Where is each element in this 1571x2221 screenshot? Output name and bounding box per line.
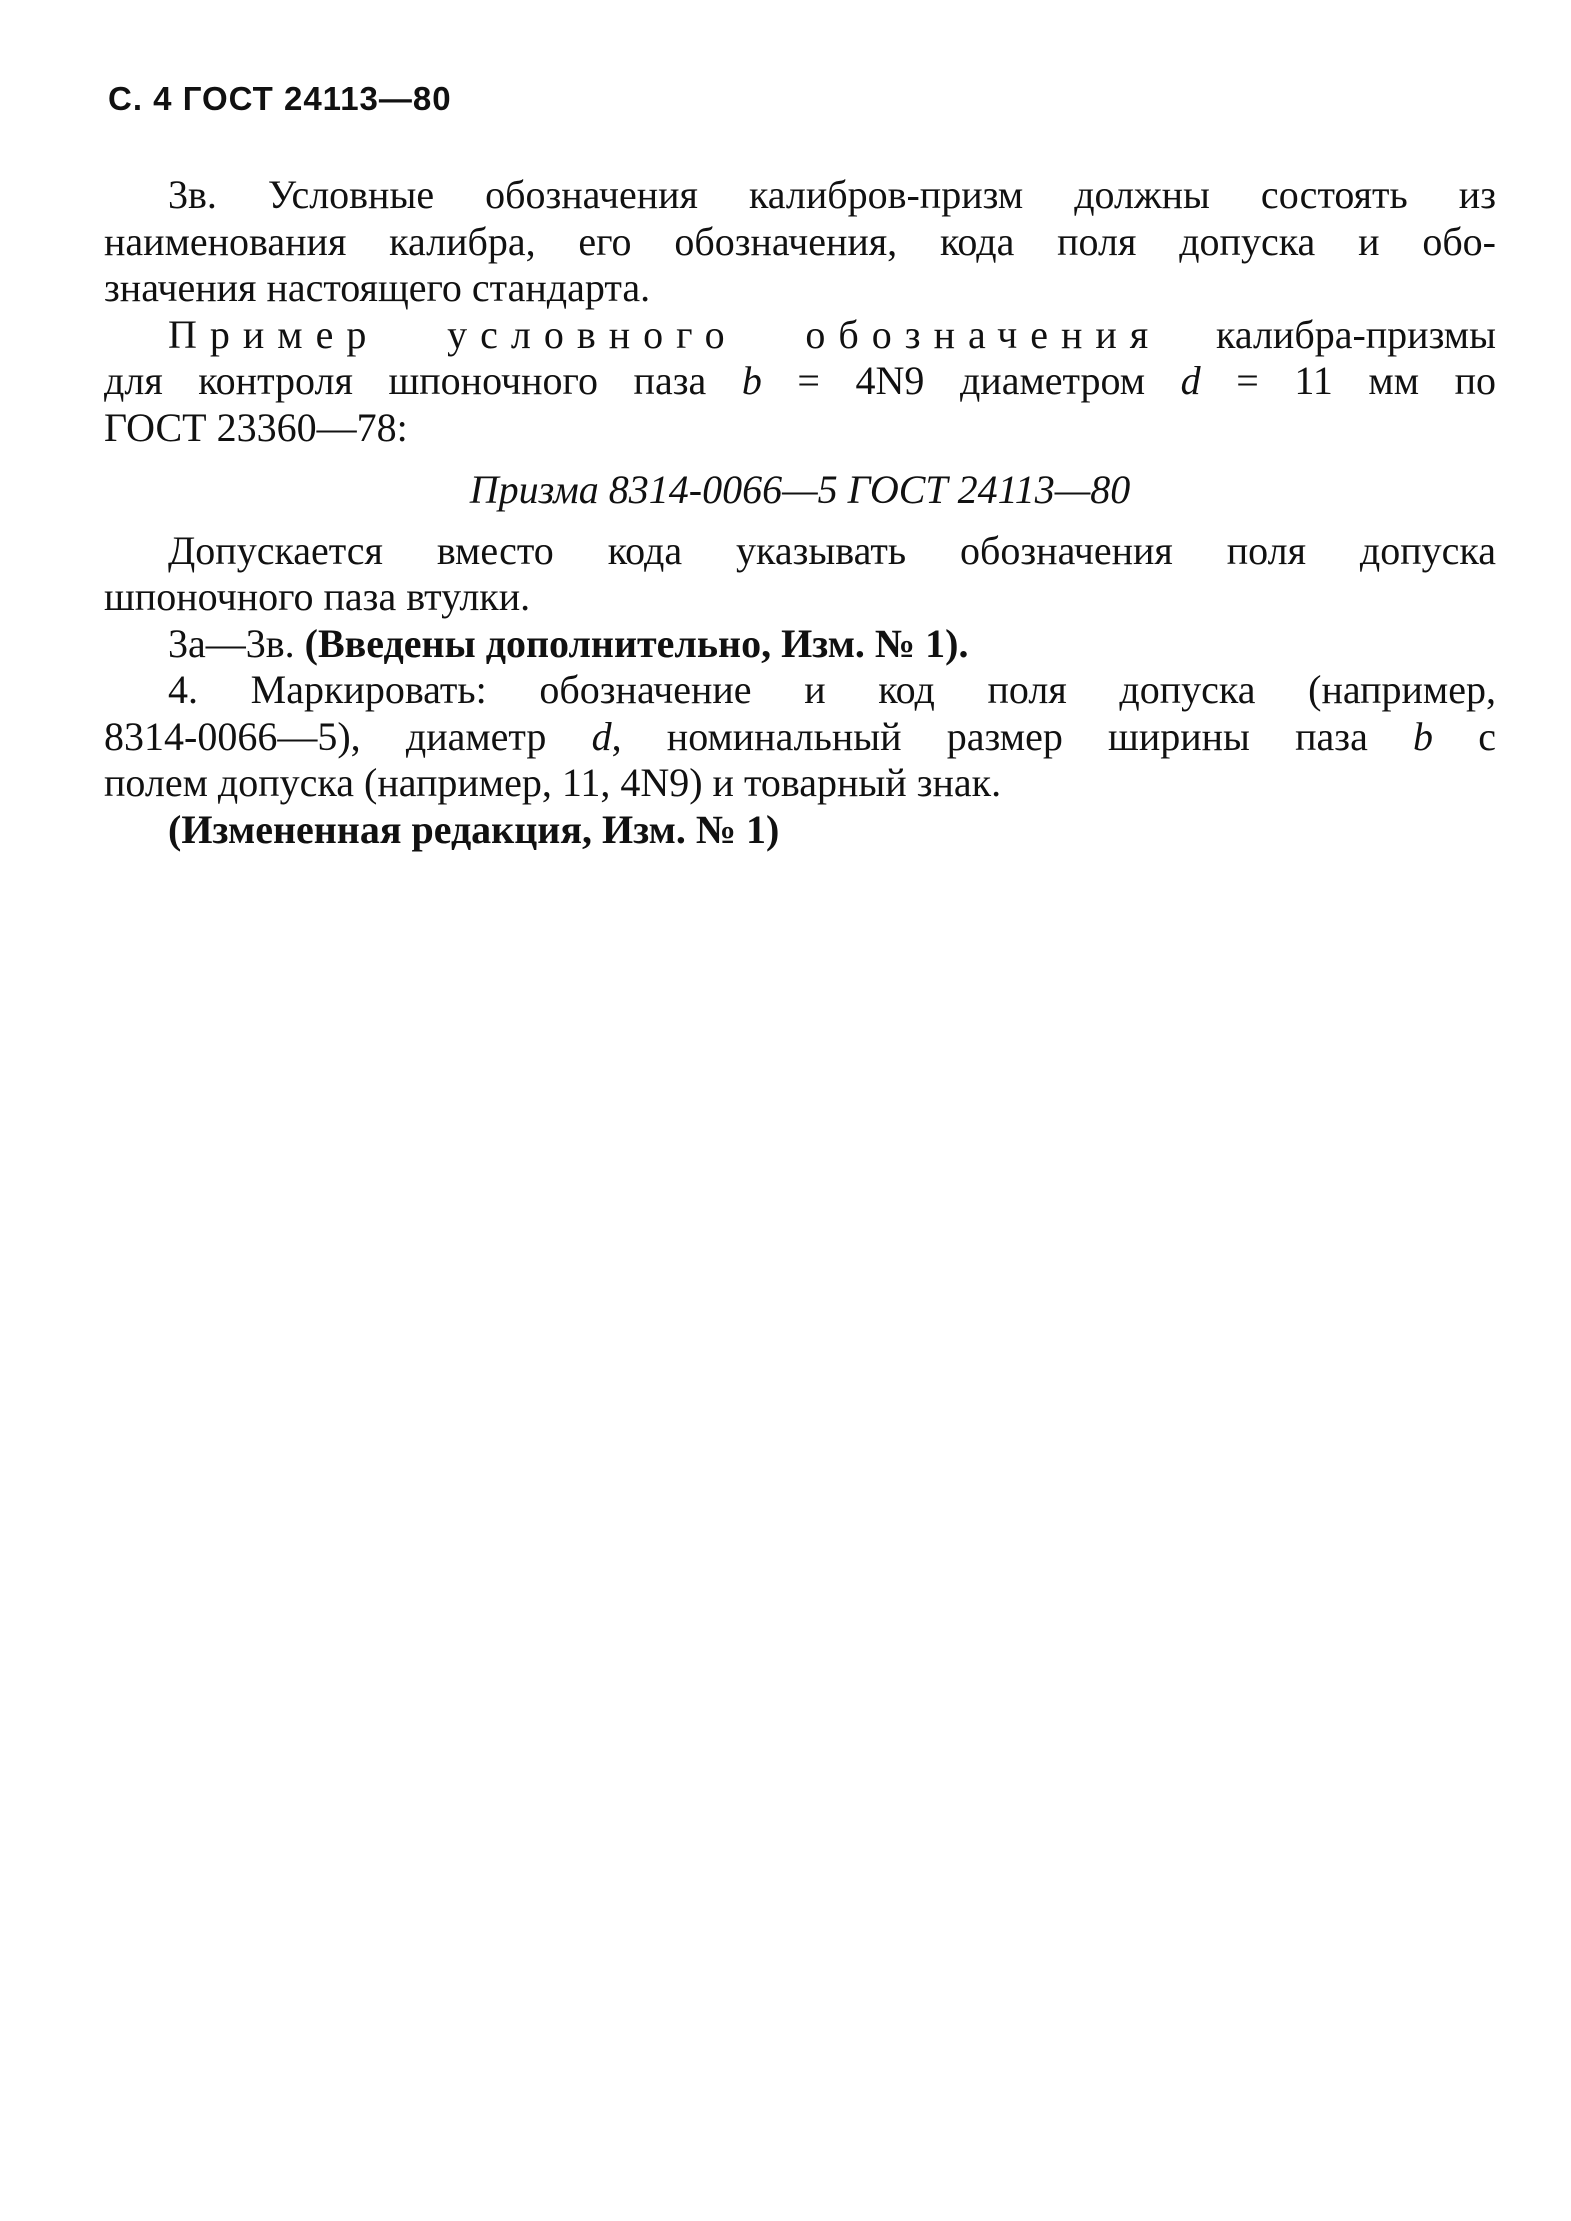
allowance-line-1: Допускается вместо кода указывать обозначения поля допуска xyxy=(168,527,1496,573)
example-line-2 xyxy=(104,358,1496,405)
para-4-line-2-part-a: 8314-0066—5), диаметр xyxy=(104,713,592,759)
note-3a-prefix: 3а—3в. xyxy=(168,620,305,666)
page-header: С. 4 ГОСТ 24113—80 xyxy=(108,80,452,117)
note-3a-suffix: . xyxy=(958,620,969,666)
para-4-line-2 xyxy=(104,714,1496,761)
para-4-line-3: полем допуска (например, 11, 4N9) и товарный знак. xyxy=(104,760,1002,805)
variable-d: d xyxy=(591,713,612,759)
example-line-3: ГОСТ 23360—78: xyxy=(104,404,408,450)
example-line-2-part-b: = 4N9 диаметром xyxy=(761,358,1181,403)
note-4-amended: (Измененная редакция, Изм. № 1) xyxy=(168,806,780,852)
example-designation: Призма 8314-0066—5 ГОСТ 24113—80 xyxy=(469,467,1131,512)
note-3a-3v xyxy=(104,621,1496,668)
example-line-2-part-c: = 11 мм по xyxy=(1200,358,1496,403)
para-4-line-2-part-b: , номинальный размер ширины паза xyxy=(611,713,1414,759)
para-3v-line-2: наименования калибра, его обозначения, кода поля допуска и обо- xyxy=(104,218,1496,264)
note-3a-bold: (Введены дополнительно, Изм. № 1) xyxy=(304,620,959,666)
para-3v-line-3: значения настоящего стандарта. xyxy=(104,265,651,310)
example-line-1 xyxy=(104,312,1496,359)
variable-d: d xyxy=(1180,358,1201,403)
document-body xyxy=(104,172,1496,853)
variable-b: b xyxy=(1413,713,1434,759)
example-line-1-rest: калибра-призмы xyxy=(1161,311,1496,357)
allowance-line-2: шпоночного паза втулки. xyxy=(104,574,531,619)
example-line-2-part-a: для контроля шпоночного паза xyxy=(104,358,742,403)
variable-b: b xyxy=(741,358,762,403)
para-3v-line-1: 3в. Условные обозначения калибров-призм должны состоять из xyxy=(168,172,1496,217)
para-4-line-2-part-c: с xyxy=(1433,713,1496,759)
example-label: Пример условного обозначения xyxy=(168,311,1162,357)
para-4-line-1: 4. Маркировать: обозначение и код поля допуска (например, xyxy=(168,667,1496,712)
